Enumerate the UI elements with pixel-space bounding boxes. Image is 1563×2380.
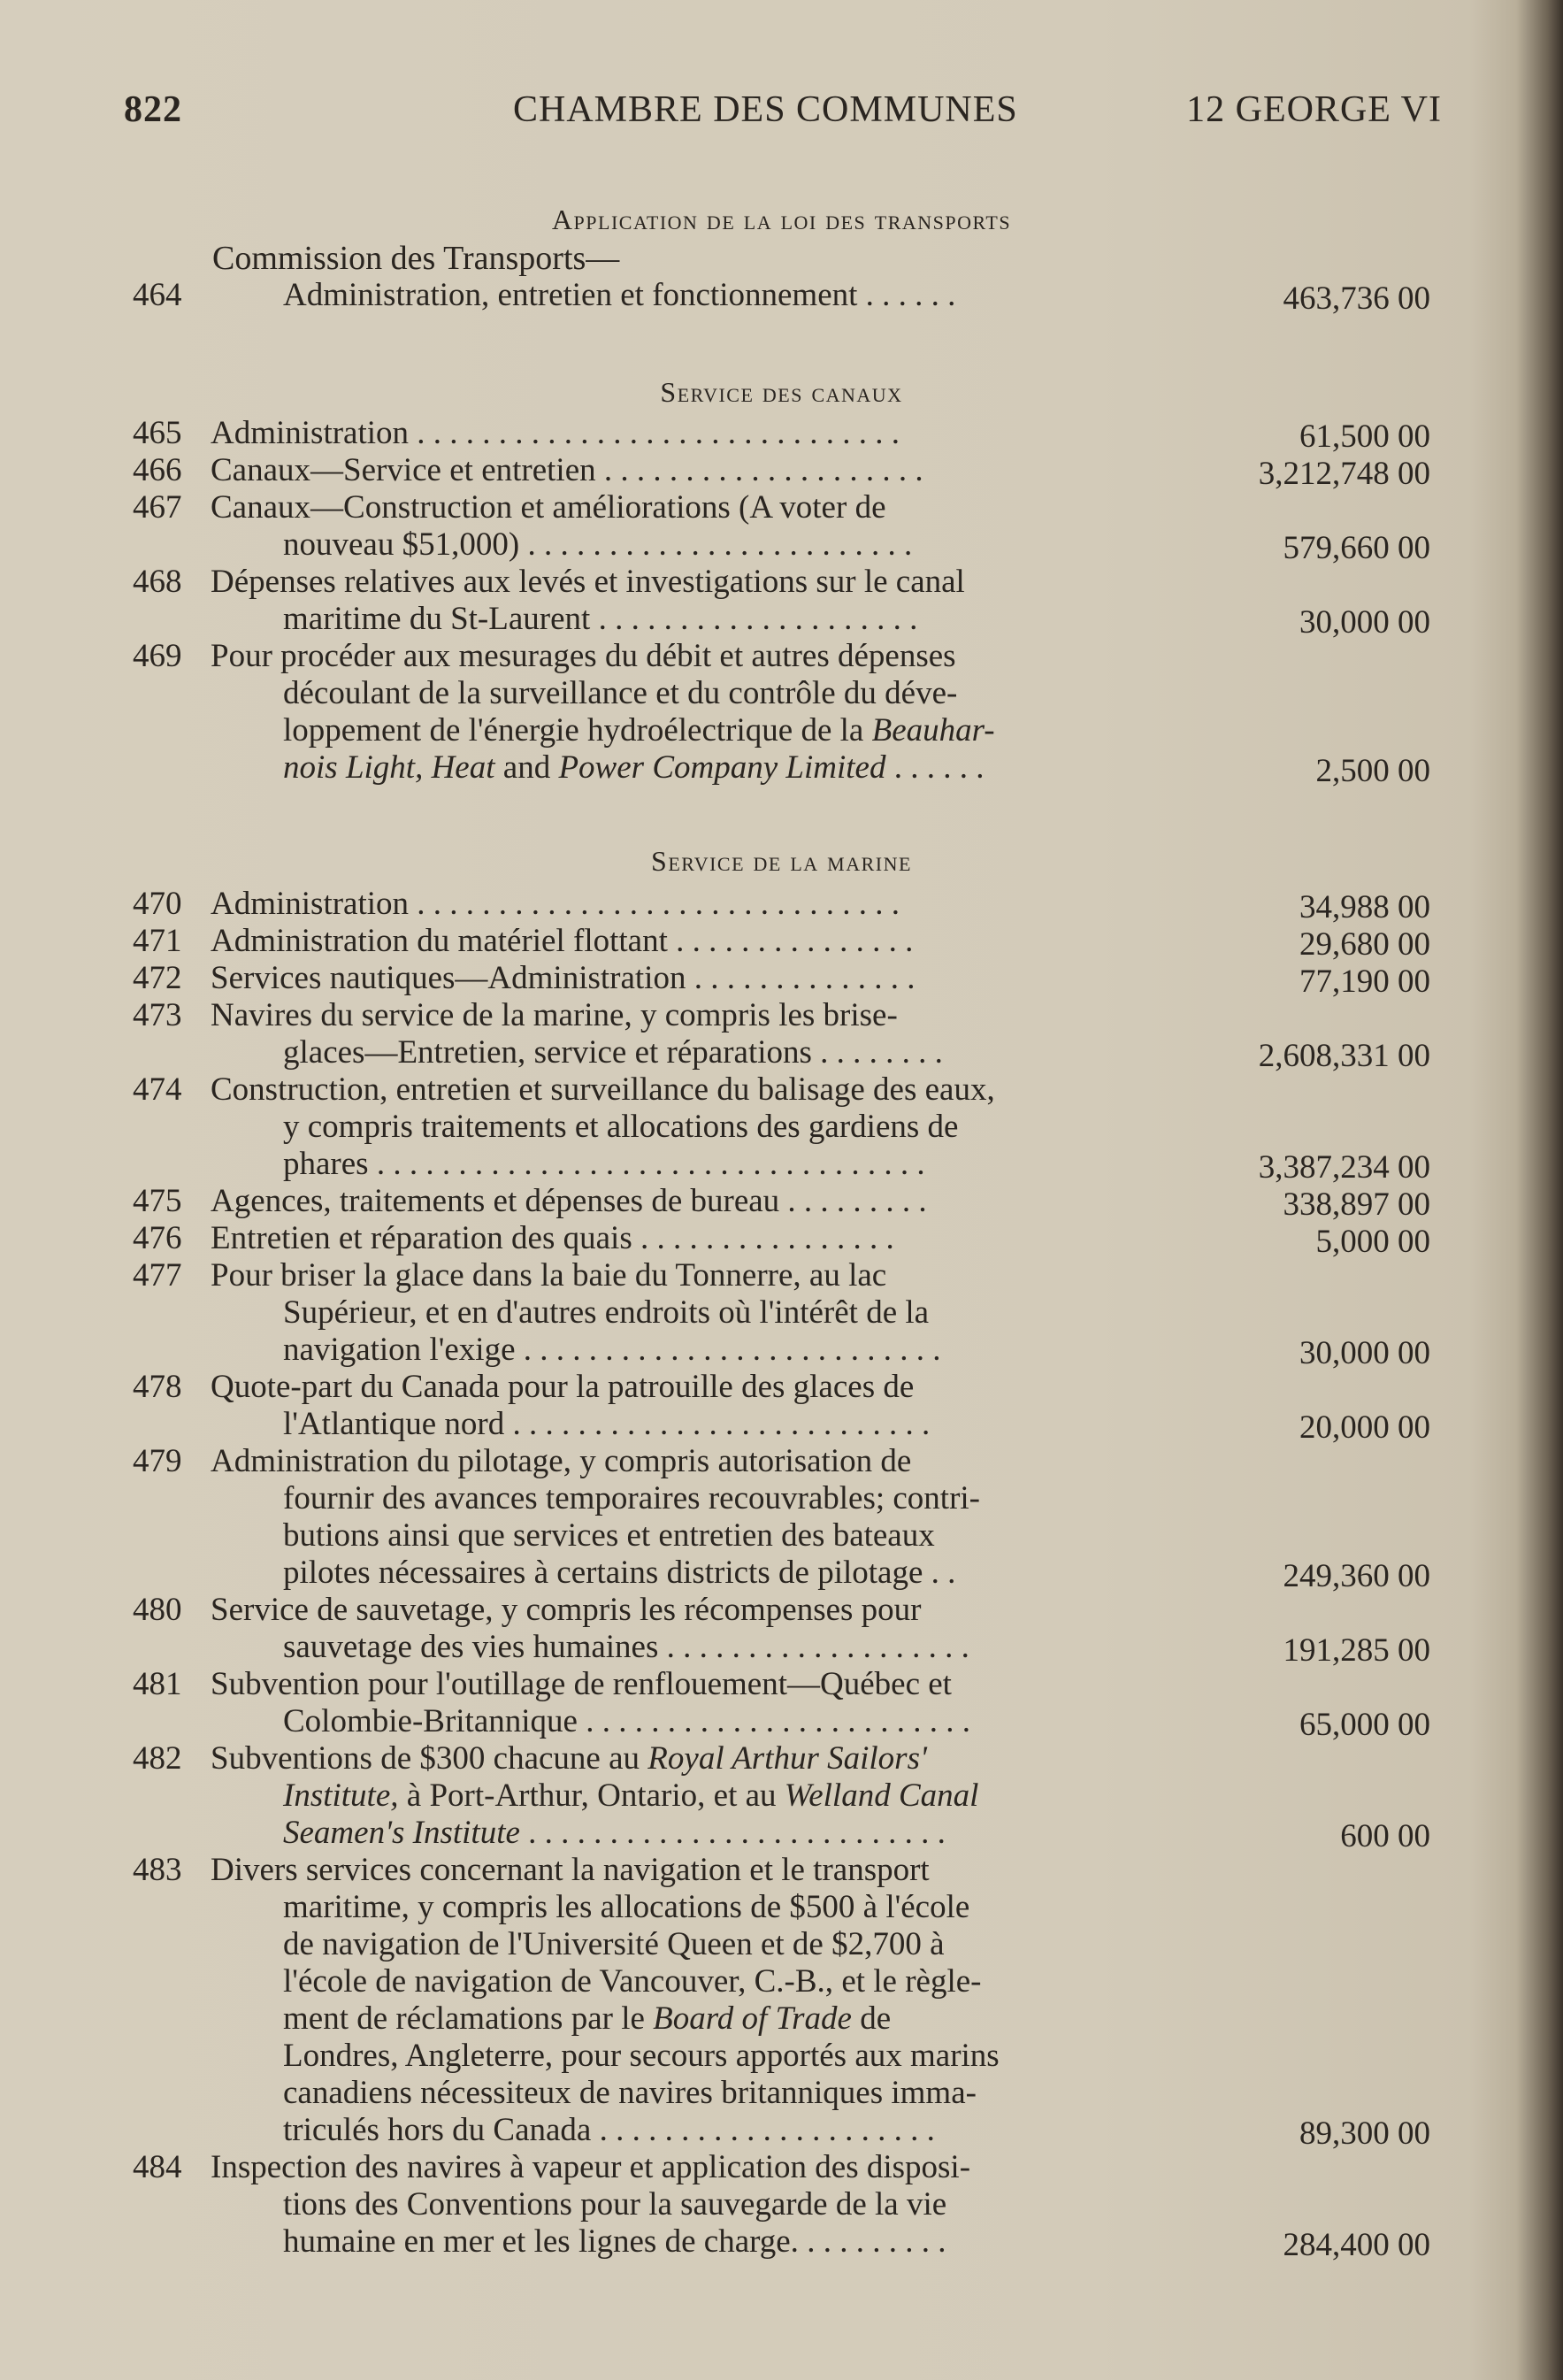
item-description-line: butions ainsi que services et entretien des bateaux — [283, 1517, 935, 1554]
vote-number: 471 — [133, 923, 182, 959]
page-header — [124, 88, 1442, 142]
item-amount: 34,988 00 — [1299, 889, 1430, 925]
item-description-line: Londres, Angleterre, pour secours apportés aux marins — [283, 2038, 1000, 2074]
item-description-line: triculés hors du Canada . . . . . . . . . . . . . . . . . . . . . — [283, 2112, 935, 2148]
vote-number: 467 — [133, 489, 182, 526]
item-description-line: Services nautiques—Administration . . . . . . . . . . . . . . — [211, 960, 916, 996]
item-description-line: Administration, entretien et fonctionnement . . . . . . — [283, 277, 956, 313]
item-amount: 65,000 00 — [1299, 1707, 1430, 1743]
item-description-line: Agences, traitements et dépenses de bureau . . . . . . . . . — [211, 1183, 927, 1219]
item-description-line: loppement de l'énergie hydroélectrique de la Beauhar- — [283, 712, 995, 749]
subheading: Commission des Transports— — [212, 240, 620, 277]
vote-number: 468 — [133, 564, 182, 600]
vote-number: 474 — [133, 1071, 182, 1108]
item-amount: 3,387,234 00 — [1258, 1149, 1430, 1186]
item-description-line: Pour briser la glace dans la baie du Tonnerre, au lac — [211, 1257, 887, 1294]
vote-number: 477 — [133, 1257, 182, 1294]
item-description-line: Navires du service de la marine, y compris les brise- — [211, 997, 898, 1033]
item-description-line: Quote-part du Canada pour la patrouille des glaces de — [211, 1369, 915, 1405]
item-description-line: nouveau $51,000) . . . . . . . . . . . . . . . . . . . . . . . . — [283, 526, 913, 563]
item-description-line: Pour procéder aux mesurages du débit et autres dépenses — [211, 638, 956, 674]
item-amount: 2,608,331 00 — [1258, 1038, 1430, 1074]
item-amount: 579,660 00 — [1283, 530, 1430, 566]
item-description-line: Divers services concernant la navigation et le transport — [211, 1852, 930, 1888]
vote-number: 472 — [133, 960, 182, 996]
item-description-line: Construction, entretien et surveillance du balisage des eaux, — [211, 1071, 995, 1108]
vote-number: 479 — [133, 1443, 182, 1479]
item-description-line: Colombie-Britannique . . . . . . . . . . . . . . . . . . . . . . . . — [283, 1703, 970, 1739]
vote-number: 482 — [133, 1740, 182, 1777]
item-amount: 61,500 00 — [1299, 418, 1430, 455]
item-description-line: de navigation de l'Université Queen et de $2,700 à — [283, 1926, 945, 1962]
item-amount: 3,212,748 00 — [1258, 456, 1430, 492]
item-amount: 30,000 00 — [1299, 604, 1430, 641]
regnal-year: 12 GEORGE VI — [1186, 89, 1442, 130]
item-description-line: y compris traitements et allocations des gardiens de — [283, 1109, 959, 1145]
item-description-line: Administration du pilotage, y compris autorisation de — [211, 1443, 912, 1479]
vote-number: 464 — [133, 277, 182, 313]
item-description-line: l'Atlantique nord . . . . . . . . . . . . . . . . . . . . . . . . . . — [283, 1406, 931, 1442]
vote-number: 478 — [133, 1369, 182, 1405]
item-description-line: sauvetage des vies humaines . . . . . . . . . . . . . . . . . . . — [283, 1629, 969, 1665]
item-amount: 463,736 00 — [1283, 280, 1430, 317]
page-number: 822 — [124, 89, 182, 130]
vote-number: 475 — [133, 1183, 182, 1219]
item-description-line: humaine en mer et les lignes de charge. . . . . . . . . . — [283, 2223, 946, 2260]
item-description-line: l'école de navigation de Vancouver, C.-B., et le règle- — [283, 1963, 982, 2000]
item-description-line: pilotes nécessaires à certains districts de pilotage . . — [283, 1555, 956, 1591]
page-title: CHAMBRE DES COMMUNES — [513, 89, 1018, 130]
item-amount: 284,400 00 — [1283, 2227, 1430, 2263]
item-amount: 2,500 00 — [1315, 753, 1430, 789]
vote-number: 476 — [133, 1220, 182, 1256]
item-amount: 30,000 00 — [1299, 1335, 1430, 1371]
item-description-line: Administration du matériel flottant . . . . . . . . . . . . . . . — [211, 923, 914, 959]
vote-number: 466 — [133, 452, 182, 488]
item-amount: 29,680 00 — [1299, 926, 1430, 963]
item-description-line: nois Light, Heat and Power Company Limited . . . . . . — [283, 749, 985, 786]
item-description-line: Inspection des navires à vapeur et application des disposi- — [211, 2149, 971, 2185]
item-description-line: Canaux—Service et entretien . . . . . . . . . . . . . . . . . . . . — [211, 452, 923, 488]
vote-number: 484 — [133, 2149, 182, 2185]
item-amount: 20,000 00 — [1299, 1409, 1430, 1446]
item-description-line: Subvention pour l'outillage de renflouement—Québec et — [211, 1666, 952, 1702]
item-description-line: découlant de la surveillance et du contrôle du déve- — [283, 675, 958, 711]
vote-number: 469 — [133, 638, 182, 674]
item-description-line: maritime, y compris les allocations de $500 à l'école — [283, 1889, 970, 1925]
item-description-line: Entretien et réparation des quais . . . . . . . . . . . . . . . . — [211, 1220, 894, 1256]
item-description-line: Service de sauvetage, y compris les récompenses pour — [211, 1592, 922, 1628]
vote-number: 465 — [133, 415, 182, 451]
item-description-line: Supérieur, et en d'autres endroits où l'intérêt de la — [283, 1294, 930, 1331]
vote-number: 470 — [133, 886, 182, 922]
item-amount: 89,300 00 — [1299, 2115, 1430, 2152]
item-amount: 600 00 — [1340, 1818, 1430, 1854]
item-description-line: ment de réclamations par le Board of Trade de — [283, 2000, 892, 2037]
item-amount: 77,190 00 — [1299, 964, 1430, 1000]
vote-number: 480 — [133, 1592, 182, 1628]
item-description-line: Administration . . . . . . . . . . . . . . . . . . . . . . . . . . . . . . — [211, 415, 900, 451]
section-title: Service des canaux — [660, 376, 903, 408]
section-title: Service de la marine — [651, 845, 912, 877]
item-description-line: fournir des avances temporaires recouvrables; contri- — [283, 1480, 980, 1516]
vote-number: 481 — [133, 1666, 182, 1702]
item-description-line: tions des Conventions pour la sauvegarde de la vie — [283, 2186, 947, 2223]
vote-number: 473 — [133, 997, 182, 1033]
item-amount: 5,000 00 — [1315, 1224, 1430, 1260]
item-description-line: maritime du St-Laurent . . . . . . . . . . . . . . . . . . . . — [283, 601, 918, 637]
item-description-line: Institute, à Port-Arthur, Ontario, et au Welland Canal — [283, 1777, 979, 1814]
item-description-line: Subventions de $300 chacune au Royal Arthur Sailors' — [211, 1740, 927, 1777]
item-description-line: Canaux—Construction et améliorations (A voter de — [211, 489, 886, 526]
section-title: Application de la loi des transports — [551, 203, 1012, 235]
item-amount: 249,360 00 — [1283, 1558, 1430, 1594]
vote-number: 483 — [133, 1852, 182, 1888]
item-description-line: Dépenses relatives aux levés et investigations sur le canal — [211, 564, 965, 600]
item-description-line: Administration . . . . . . . . . . . . . . . . . . . . . . . . . . . . . . — [211, 886, 900, 922]
item-description-line: navigation l'exige . . . . . . . . . . . . . . . . . . . . . . . . . . — [283, 1332, 941, 1368]
item-amount: 338,897 00 — [1283, 1186, 1430, 1223]
item-description-line: canadiens nécessiteux de navires britanniques imma- — [283, 2075, 977, 2111]
item-description-line: phares . . . . . . . . . . . . . . . . . . . . . . . . . . . . . . . . . . — [283, 1146, 925, 1182]
item-amount: 191,285 00 — [1283, 1632, 1430, 1669]
item-description-line: glaces—Entretien, service et réparations . . . . . . . . — [283, 1034, 943, 1071]
item-description-line: Seamen's Institute . . . . . . . . . . . . . . . . . . . . . . . . . . — [283, 1815, 946, 1851]
